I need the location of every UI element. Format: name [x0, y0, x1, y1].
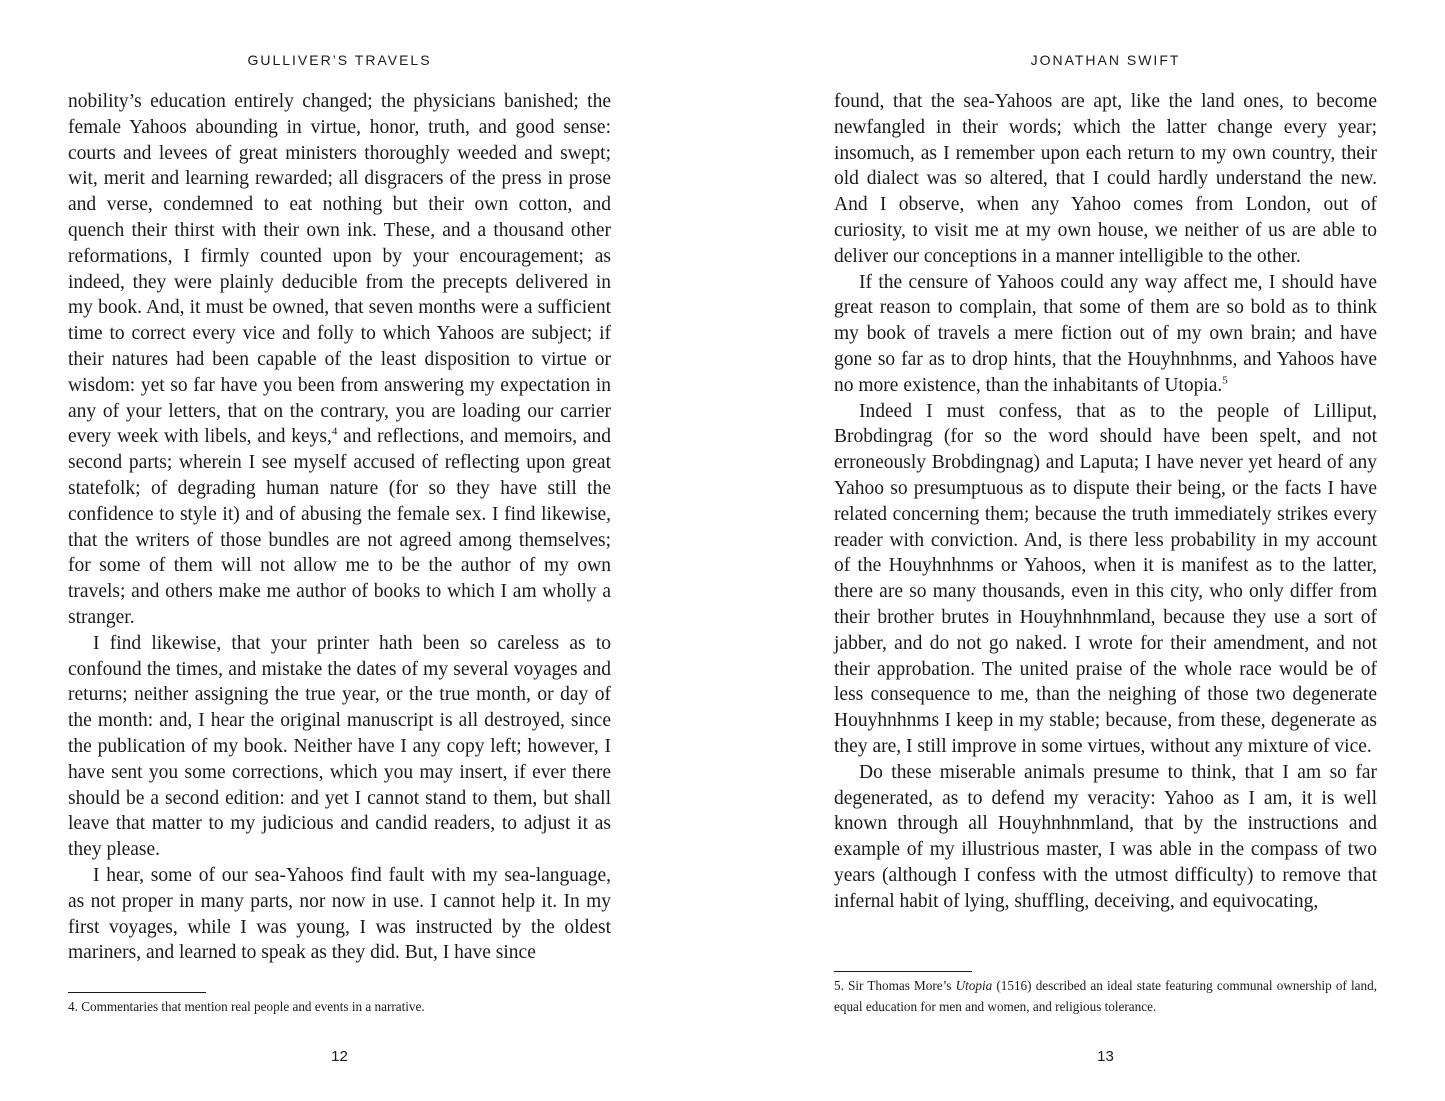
paragraph-text: If the censure of Yahoos could any way affect me, I should have great reason to complain, that some of them are so bold as to think my book of travels a mere fiction out of my own brain; and have gone so far as to drop hints, that the Houyhnhnms, and Yahoos have no more existence, than the inhabitants of Utopia.: [834, 271, 1377, 396]
paragraph: [68, 89, 611, 631]
paragraph: found, that the sea-Yahoos are apt, like the land ones, to become newfangled in their words; which the latter change every year; insomuch, as I remember upon each return to my own country, their old dialect was so altered, that I could hardly understand the new. And I observe, when any Yahoo comes from London, out of curiosity, to visit me at my own house, we neither of us are able to deliver our conceptions in a manner intelligible to the other.: [834, 91, 1377, 267]
page-number: 13: [1097, 1048, 1114, 1065]
footnote-ref[interactable]: 4: [331, 425, 338, 438]
footnote: [834, 975, 1377, 1017]
page-number: 12: [331, 1048, 348, 1065]
paragraph: I find likewise, that your printer hath been so careless as to confound the times, and mistake the dates of my several voyages and returns; neither assigning the true year, or the true month, or day of the month: and, I hear the original manuscript is all destroyed, since the publication of my book. Neither have I any copy left; however, I have sent you some corrections, which you may insert, if ever there should be a second edition: and yet I cannot stand to them, but shall leave that matter to my judicious and candid readers, to adjust it as they please.: [68, 632, 611, 861]
paragraph: Do these miserable animals presume to think, that I am so far degenerated, as to defend my veracity: Yahoo as I am, it is well known through all Houyhnhnmland, that by the instructions and example of my illustrious master, I was able in the compass of two years (although I confess with the utmost difficulty) to remove that infernal habit of lying, shuffling, deceiving, and equivocating,: [834, 761, 1377, 912]
left-body-text: [68, 89, 611, 966]
paragraph-text: nobility’s education entirely changed; the physicians banished; the female Yahoos abounding in virtue, honor, truth, and good sense: courts and levees of great ministers thoroughly weeded and swept; wit, merit and learning rewarded; all disgracers of the press in prose and verse, condemned to eat nothing but their own cotton, and quench their thirst with their own ink. These, and a thousand other reformations, I firmly counted upon by your encouragement; as indeed, they were plainly deducible from the precepts delivered in my book. And, it must be owned, that seven months were a sufficient time to correct every vice and folly to which Yahoos are subject; if their natures had been capable of the least disposition to virtue or wisdom: yet so far have you been from answering my expectation in any of your letters, that on the contrary, you are loading our carrier every week with libels, and keys,: [68, 91, 611, 448]
footnote-text: 5. Sir Thomas More’s: [834, 978, 956, 993]
paragraph: [834, 270, 1377, 399]
footnote-text: (1516) described an ideal state featuring communal ownership of land, equal education for men and women, and religious tolerance.: [834, 978, 1377, 1014]
left-page: [68, 0, 611, 1101]
running-head-author: JONATHAN SWIFT: [1030, 52, 1181, 68]
paragraph: Indeed I must confess, that as to the people of Lilliput, Brobdingrag (for so the word should have been spelt, and not erroneously Brobdingnag) and Laputa; I have never yet heard of any Yahoo so presumptuous as to dispute their being, or the facts I have related concerning them; because the truth immediately strikes every reader with conviction. And, is there less probability in my account of the Houyhnhnms or Yahoos, when it is manifest as to the latter, there are so many thousands, even in this city, who only differ from their brother brutes in Houyhnhnmland, because they use a sort of jabber, and do not go naked. I wrote for their amendment, and not their approbation. The united praise of the whole race would be of less consequence to me, than the neighing of those two degenerate Houyhnhnms I keep in my stable; because, from these, degenerate as they are, I still improve in some virtues, without any mixture of vice.: [834, 400, 1377, 757]
right-page: [834, 0, 1377, 1101]
footnote: 4. Commentaries that mention real people and events in a narrative.: [68, 999, 425, 1014]
footnote-book-title: Utopia: [955, 978, 993, 993]
right-body-text: [834, 89, 1377, 915]
footnote-divider: [68, 992, 206, 993]
footnote-divider: [834, 971, 972, 972]
paragraph: I hear, some of our sea-Yahoos find fault with my sea-language, as not proper in many parts, nor now in use. I cannot help it. In my first voyages, while I was young, I was instructed by the oldest mariners, and learned to speak as they did. But, I have since: [68, 864, 611, 964]
paragraph-text: and reflections, and memoirs, and second parts; wherein I see myself accused of reflecting upon great statefolk; of degrading human nature (for so they have still the confidence to style it) and of abusing the female sex. I find likewise, that the writers of those bundles are not agreed among themselves; for some of them will not allow me to be the author of my own travels; and others make me author of books to which I am wholly a stranger.: [68, 426, 612, 628]
running-head-title: GULLIVER’S TRAVELS: [247, 52, 432, 68]
footnote-ref[interactable]: 5: [1222, 374, 1228, 387]
